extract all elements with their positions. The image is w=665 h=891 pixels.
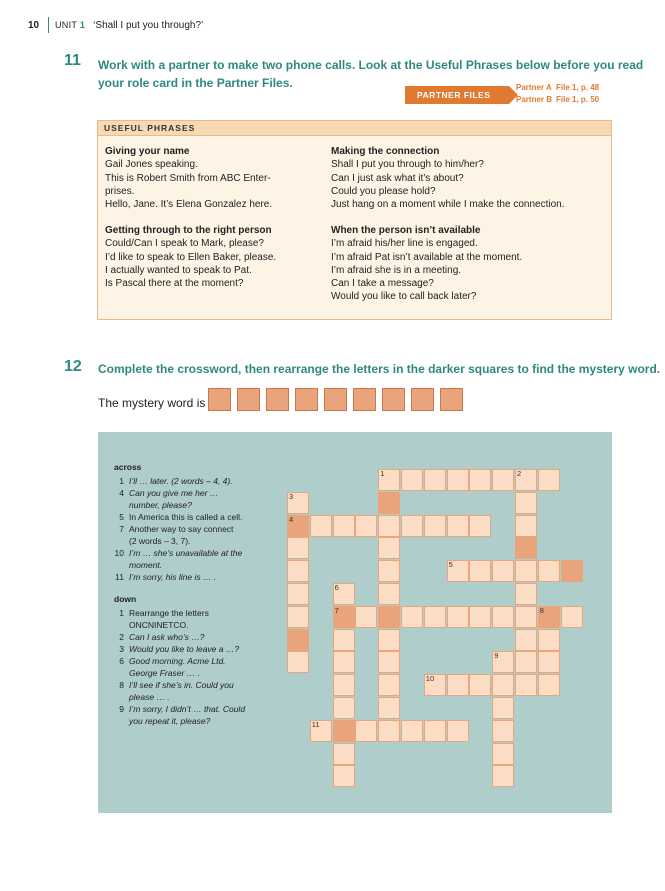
clue-down-2: 2 Can I ask who’s …?	[119, 632, 205, 642]
crossword-cell-mystery[interactable]	[287, 629, 309, 651]
crossword-cell[interactable]	[333, 743, 355, 765]
mystery-word-label: The mystery word is	[98, 396, 206, 410]
crossword-cell[interactable]	[333, 515, 355, 537]
partner-files-arrow: PARTNER FILES	[405, 86, 509, 104]
partner-a-ref: Partner A File 1, p. 48	[516, 83, 600, 92]
crossword-cell[interactable]	[378, 537, 400, 559]
clue-number-3: 3	[289, 491, 294, 501]
crossword-cell[interactable]	[355, 720, 377, 742]
mystery-letter-box[interactable]	[266, 388, 289, 411]
exercise-12-number: 12	[64, 358, 82, 375]
crossword-cell[interactable]	[355, 515, 377, 537]
crossword-cell[interactable]	[355, 606, 377, 628]
clue-number-10: 10	[425, 674, 435, 684]
crossword-cell[interactable]	[401, 606, 423, 628]
clue-number-2: 2	[517, 469, 522, 478]
crossword-cell[interactable]	[333, 651, 355, 673]
mystery-letter-box[interactable]	[382, 388, 405, 411]
crossword-cell[interactable]	[492, 606, 514, 628]
crossword-cell[interactable]	[310, 515, 332, 537]
crossword-cell[interactable]	[424, 515, 446, 537]
crossword-cell[interactable]	[492, 560, 514, 582]
clue-across-5: 5 In America this is called a cell.	[119, 512, 243, 522]
crossword-cell[interactable]	[447, 720, 469, 742]
crossword-cell[interactable]	[287, 537, 309, 559]
crossword-cell[interactable]	[492, 765, 514, 787]
crossword-cell[interactable]	[515, 583, 537, 605]
down-heading: down	[114, 594, 137, 604]
crossword-cell[interactable]	[447, 674, 469, 696]
clue-across-1: 1 I’ll … later. (2 words – 4, 4).	[119, 476, 233, 486]
clue-number-8: 8	[539, 605, 544, 615]
crossword-cell[interactable]	[515, 674, 537, 696]
clue-down-3: 3 Would you like to leave a …?	[119, 644, 240, 654]
mystery-letter-box[interactable]	[208, 388, 231, 411]
crossword-cell[interactable]	[561, 606, 583, 628]
mystery-letter-box[interactable]	[237, 388, 260, 411]
mystery-letter-box[interactable]	[295, 388, 318, 411]
phrases-giving-name: Giving your name Gail Jones speaking. This is Robert Smith from ABC Enter- prises. Hello, Jane. It’s Elena Gonzalez here.	[105, 146, 273, 211]
crossword-cell[interactable]	[287, 560, 309, 582]
crossword-cell[interactable]	[424, 720, 446, 742]
crossword-cell[interactable]	[469, 674, 491, 696]
crossword-cell[interactable]	[401, 720, 423, 742]
crossword-cell[interactable]	[424, 606, 446, 628]
clue-number-1: 1	[380, 469, 385, 478]
crossword-cell[interactable]	[492, 720, 514, 742]
crossword-cell[interactable]	[538, 674, 560, 696]
unit-label: UNIT 1	[55, 20, 86, 30]
crossword-cell-mystery[interactable]	[378, 606, 400, 628]
crossword-cell-mystery[interactable]	[561, 560, 583, 582]
running-header	[28, 16, 203, 34]
crossword-cell[interactable]	[469, 606, 491, 628]
crossword-cell[interactable]	[515, 492, 537, 514]
crossword-cell-mystery[interactable]	[515, 537, 537, 559]
phrases-making-connection: Making the connection Shall I put you through to him/her? Can I just ask what it’s about? Could you please hold? Just hang on a moment while I make the connection.	[331, 146, 565, 211]
crossword-cell[interactable]	[378, 515, 400, 537]
crossword-cell[interactable]	[492, 697, 514, 719]
crossword-cell[interactable]	[515, 515, 537, 537]
clue-down-9: 9 I’m sorry, I didn’t … that. Could you repeat it, please?	[119, 704, 246, 726]
partner-files-refs	[516, 82, 599, 106]
crossword-cell[interactable]	[378, 720, 400, 742]
clue-across-11: 11 I’m sorry, his line is … .	[115, 572, 217, 582]
crossword-cell[interactable]	[538, 560, 560, 582]
crossword-cell[interactable]	[287, 606, 309, 628]
crossword-cell[interactable]	[469, 515, 491, 537]
crossword-cell[interactable]	[401, 469, 423, 491]
crossword-cell[interactable]	[538, 629, 560, 651]
clue-number-5: 5	[448, 560, 453, 570]
crossword-cell[interactable]	[333, 629, 355, 651]
crossword-clues	[114, 461, 284, 727]
across-heading: across	[114, 462, 142, 472]
useful-phrases-box	[97, 120, 612, 320]
clue-number-7: 7	[334, 605, 339, 615]
crossword-cell[interactable]	[469, 469, 491, 491]
crossword-cell[interactable]	[515, 560, 537, 582]
crossword-cell[interactable]	[378, 697, 400, 719]
crossword-cell[interactable]	[447, 515, 469, 537]
crossword-cell[interactable]	[401, 515, 423, 537]
clue-across-7: 7 Another way to say connect (2 words – 3, 7).	[119, 524, 234, 546]
clue-down-1: 1 Rearrange the letters ONCNINETCO.	[119, 608, 209, 630]
crossword-cell[interactable]	[538, 651, 560, 673]
crossword-cell[interactable]	[333, 765, 355, 787]
crossword-cell[interactable]	[287, 583, 309, 605]
clue-number-11: 11	[311, 719, 320, 729]
crossword-cell-mystery[interactable]	[378, 492, 400, 514]
clue-across-4: 4 Can you give me her … number, please?	[119, 488, 219, 510]
clue-number-9: 9	[494, 651, 499, 661]
mystery-letter-box[interactable]	[353, 388, 376, 411]
phrases-not-available: When the person isn’t available I’m afraid his/her line is engaged. I’m afraid Pat isn’t available at the moment. I’m afraid she is in a meeting. Can I take a message? Would you like to call back later?	[331, 225, 523, 303]
clue-number-4: 4	[289, 514, 294, 524]
header-divider	[48, 17, 49, 33]
clue-down-8: 8 I’ll see if she’s in. Could you please … .	[119, 680, 234, 702]
crossword-cell[interactable]	[287, 651, 309, 673]
crossword-cell[interactable]	[447, 606, 469, 628]
exercise-11-instruction: Work with a partner to make two phone calls. Look at the Useful Phrases below before you read your role card in the Partner Files.	[98, 58, 644, 90]
crossword-cell[interactable]	[469, 560, 491, 582]
crossword-cell[interactable]	[515, 651, 537, 673]
partner-b-ref: Partner B File 1, p. 50	[516, 95, 600, 104]
unit-title: ‘Shall I put you through?’	[93, 19, 204, 31]
mystery-letter-box[interactable]	[440, 388, 463, 411]
crossword-cell[interactable]	[378, 674, 400, 696]
crossword-cell[interactable]	[378, 651, 400, 673]
clue-down-6: 6 Good morning. Acme Ltd. George Fraser … .	[119, 656, 226, 678]
crossword-cell[interactable]	[515, 606, 537, 628]
crossword-cell[interactable]	[515, 629, 537, 651]
crossword-cell[interactable]	[378, 560, 400, 582]
crossword-cell[interactable]	[424, 469, 446, 491]
useful-phrases-title: USEFUL PHRASES	[98, 121, 611, 136]
clue-number-6: 6	[334, 583, 339, 592]
crossword-cell-mystery[interactable]	[333, 720, 355, 742]
clue-across-10: 10 I’m … she’s unavailable at the moment.	[114, 548, 243, 570]
crossword-cell[interactable]	[492, 674, 514, 696]
mystery-letter-box[interactable]	[324, 388, 347, 411]
crossword-cell[interactable]	[333, 697, 355, 719]
crossword-cell[interactable]	[378, 583, 400, 605]
page-number: 10	[28, 19, 40, 31]
crossword-cell[interactable]	[333, 674, 355, 696]
crossword-cell[interactable]	[447, 469, 469, 491]
exercise-12-instruction: Complete the crossword, then rearrange the letters in the darker squares to find the mystery word.	[98, 362, 661, 376]
phrases-getting-through: Getting through to the right person Could/Can I speak to Mark, please? I’d like to speak to Ellen Baker, please. I actually wanted to speak to Pat. Is Pascal there at the moment?	[105, 225, 277, 290]
crossword-cell[interactable]	[492, 469, 514, 491]
crossword-cell[interactable]	[378, 629, 400, 651]
mystery-letter-box[interactable]	[411, 388, 434, 411]
crossword-cell[interactable]	[538, 469, 560, 491]
crossword-cell[interactable]	[492, 743, 514, 765]
exercise-11-number: 11	[64, 52, 81, 69]
